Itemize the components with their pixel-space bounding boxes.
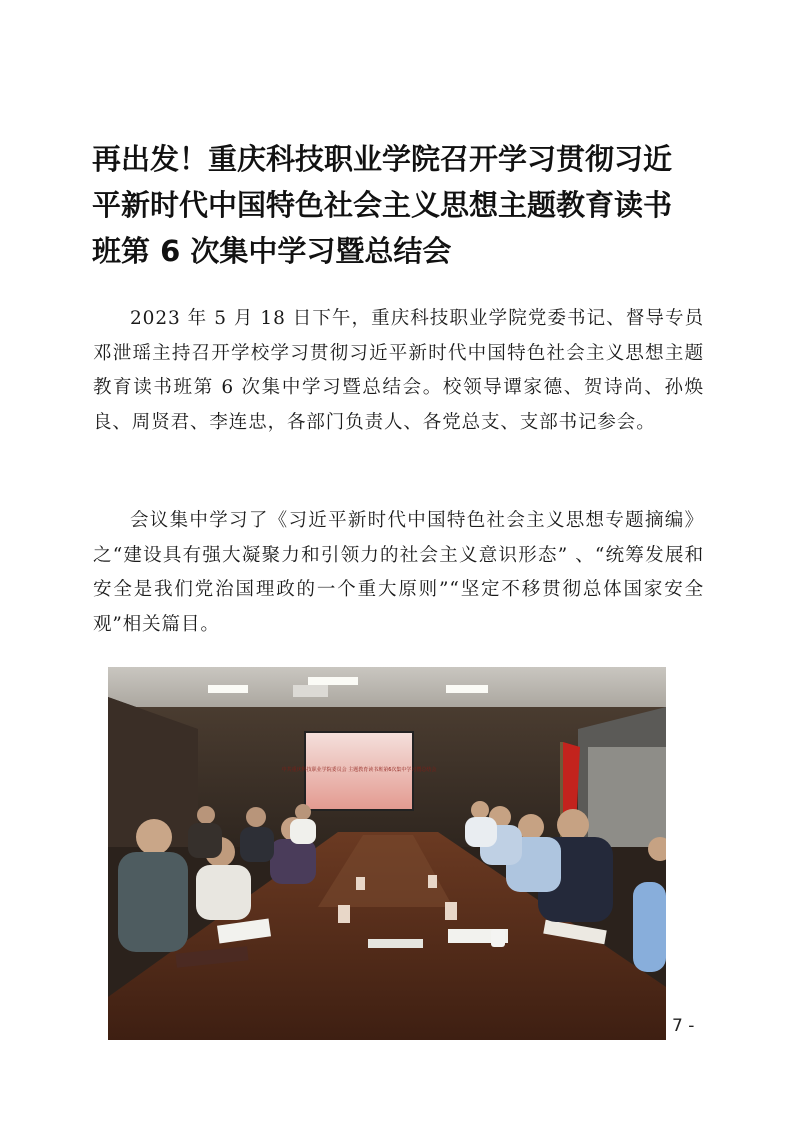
title-line-1: 再出发！重庆科技职业学院召开学习贯彻习近 (92, 142, 673, 176)
paragraph-2: 会议集中学习了《习近平新时代中国特色社会主义思想专题摘编》之“建设具有强大凝聚力和引领力的社会主义意识形态” 、“统筹发展和安全是我们党治国理政的一个重大原则”“坚定不移贯彻总体国家安全观”相关篇目。 (93, 510, 704, 635)
title-line-3: 班第 6 次集中学习暨总结会 (92, 234, 452, 268)
screen-text: 中共重庆科技职业学院委员会 主题教育读书班第6次集中学习暨总结会 (281, 767, 437, 773)
meeting-room-illustration (108, 667, 666, 1040)
page-number: 7 - (672, 1016, 695, 1036)
meeting-photo (108, 667, 666, 1040)
article-title (92, 136, 712, 274)
paragraph-1: 2023 年 5 月 18 日下午，重庆科技职业学院党委书记、督导专员邓泄瑶主持召开学校学习贯彻习近平新时代中国特色社会主义思想主题教育读书班第 6 次集中学习暨总结会。校领导谭家德、贺诗尚、孙焕良、周贤君、李连忠，各部门负责人、各党总支、支部书记参会。 (93, 308, 704, 433)
title-line-2: 平新时代中国特色社会主义思想主题教育读书 (92, 188, 673, 222)
